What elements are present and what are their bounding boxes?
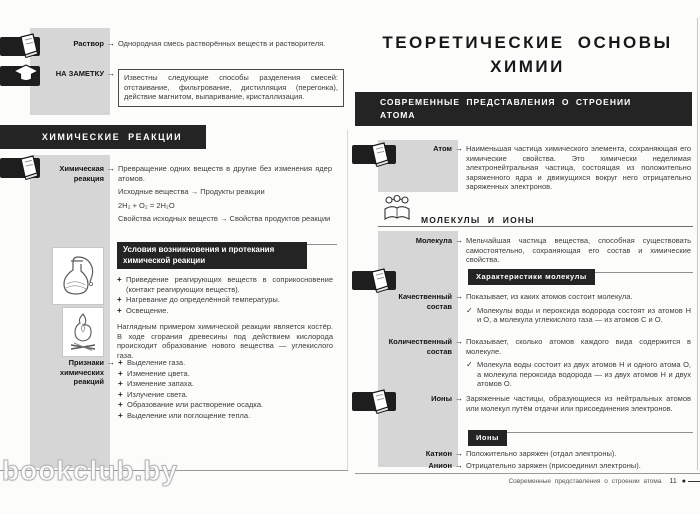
ions-definition: Заряженные частицы, образующиеся из нейтральных атомов или молекул путём отдачи или присоединения электронов. xyxy=(466,394,691,413)
subsection-header xyxy=(381,194,535,229)
term-label: Качественный состав xyxy=(398,292,452,311)
conditions-note: Наглядным примером химической реакции является костёр. В ходе сгорания древесины под действием кислорода происходит образование нового вещества — углекислого газа. xyxy=(117,322,333,360)
plus-bullet-icon: + xyxy=(118,368,123,378)
example-text: Молекула воды состоит из двух атомов Н и одного атома О, а молекула пероксида водорода — из двух атомов Н и двух атомов О. xyxy=(477,360,691,388)
section-banner xyxy=(0,125,206,149)
example-block xyxy=(466,306,691,325)
mol-props-header-wrap xyxy=(468,266,595,285)
cation-definition: Положительно заряжен (отдал электроны). xyxy=(466,449,617,458)
quantitative-text: Показывает, сколько атомов каждого вида содержится в молекуле. xyxy=(466,337,691,356)
reaction-definition: Превращение одних веществ в другие без изменения ядер атомов. xyxy=(118,164,332,183)
section-banner xyxy=(355,92,692,126)
plus-bullet-icon: + xyxy=(117,275,122,284)
check-icon: ✓ xyxy=(466,360,473,369)
arrow-icon: → xyxy=(107,358,115,367)
subsection-rule xyxy=(378,226,693,227)
arrow-icon: → xyxy=(107,39,115,48)
signs-row xyxy=(38,358,332,421)
qualitative-text: Показывает, из каких атомов состоит молекула. xyxy=(466,292,633,301)
qualitative-row xyxy=(388,292,691,325)
mortarboard-icon xyxy=(12,63,40,90)
plus-bullet-icon: + xyxy=(118,379,123,388)
campfire-illustration xyxy=(62,307,104,357)
list-item: + Нагревание до определённой температуры. xyxy=(117,295,280,304)
section-banner-line-2: АТОМА xyxy=(380,110,416,120)
term-label: Количественный состав xyxy=(388,337,452,356)
arrow-icon: → xyxy=(455,394,463,403)
ions-header: Ионы xyxy=(468,430,507,446)
glossary-row-solution xyxy=(38,39,332,49)
glossary-row-note xyxy=(38,69,344,107)
conditions-list xyxy=(117,275,333,315)
arrow-icon: → xyxy=(107,69,115,78)
reaction-scheme-2: Свойства исходных веществ → Свойства продуктов реакции xyxy=(118,214,331,223)
arrow-icon: → xyxy=(455,337,463,346)
plus-bullet-icon: + xyxy=(118,410,123,420)
arrow-icon: → xyxy=(455,292,463,301)
note-label: НА ЗАМЕТКУ xyxy=(55,69,104,78)
ions-header-wrap xyxy=(468,427,507,446)
arrow-icon: → xyxy=(455,449,463,458)
qualitative-body xyxy=(466,292,691,325)
chapter-title-line-1: ТЕОРЕТИЧЕСКИЕ ОСНОВЫ xyxy=(382,33,673,52)
reaction-scheme: Исходные вещества → Продукты реакции xyxy=(118,187,265,196)
quantitative-body xyxy=(466,337,691,389)
note-text: Известны следующие способы разделения смесей: отстаивание, фильтрование, дистилляция (перегонка), действие магнитом, выпаривание, кристаллизация. xyxy=(118,69,344,107)
anion-row xyxy=(388,461,691,471)
term-label: Химическая реакция xyxy=(59,164,104,183)
right-footer-rule xyxy=(355,473,700,474)
arrow-icon: → xyxy=(455,461,463,470)
right-footer xyxy=(355,478,700,485)
retort-flask-illustration xyxy=(52,247,104,305)
running-title: Современные представления о строении атома xyxy=(508,478,662,485)
list-item: + Освещение. xyxy=(117,305,169,315)
right-page-edge xyxy=(697,18,698,470)
reaction-equation: 2H₂ + O₂ = 2H₂O xyxy=(118,200,175,210)
term-label: Молекула xyxy=(415,236,452,245)
term-label: Ионы xyxy=(431,394,452,403)
ions-row xyxy=(388,394,691,413)
watermark: bookclub.by xyxy=(2,455,178,486)
example-block xyxy=(466,360,691,389)
arrow-icon: → xyxy=(455,144,463,153)
list-item: + Образование или растворение осадка. xyxy=(118,400,264,409)
reaction-row xyxy=(38,164,332,228)
list-item: + Излучение света. xyxy=(118,389,188,399)
conditions-header-text: Условия возникновения и протекания химической реакции xyxy=(123,245,275,265)
section-banner-line-1: СОВРЕМЕННЫЕ ПРЕДСТАВЛЕНИЯ О СТРОЕНИИ xyxy=(380,97,632,107)
anion-definition: Отрицательно заряжен (присоединил электроны). xyxy=(466,461,641,470)
mol-props-header: Характеристики молекулы xyxy=(468,269,595,285)
book-pen-icon xyxy=(16,153,40,186)
conditions-header xyxy=(117,242,307,269)
example-text: Молекулы воды и пероксида водорода состоят из атомов Н и О, а молекула углекислого газа — из атомов С и О. xyxy=(477,305,691,324)
reaction-body xyxy=(118,164,332,228)
check-icon: ✓ xyxy=(466,305,473,315)
quantitative-row xyxy=(388,337,691,389)
term-label: Атом xyxy=(433,144,452,153)
signs-body xyxy=(118,358,332,421)
term-label: Раствор xyxy=(73,39,104,48)
list-item: + Выделение газа. xyxy=(118,358,186,367)
molecule-definition: Мельчайшая частица вещества, способная существовать самостоятельно, сохраняющая его состав и химические свойства. xyxy=(466,236,691,264)
conditions-list-wrap xyxy=(117,275,333,360)
left-page xyxy=(0,0,348,514)
arrow-icon: → xyxy=(107,164,115,173)
list-item: + Выделение или поглощение тепла. xyxy=(118,410,251,420)
subsection-title: МОЛЕКУЛЫ И ИОНЫ xyxy=(421,215,535,225)
molecule-row xyxy=(388,236,691,265)
term-label: Катион xyxy=(425,449,452,458)
atom-row xyxy=(388,144,691,192)
section-banner-text: ХИМИЧЕСКИЕ РЕАКЦИИ xyxy=(41,132,183,142)
cation-row xyxy=(388,449,691,459)
plus-bullet-icon: + xyxy=(117,295,122,304)
term-label: Анион xyxy=(428,461,452,470)
chapter-title-line-2: ХИМИИ xyxy=(490,57,565,76)
list-item: + Изменение цвета. xyxy=(118,368,190,378)
left-page-edge xyxy=(347,130,348,470)
list-item: + Приведение реагирующих веществ в соприкосновение (контакт реагирующих веществ). xyxy=(117,275,333,294)
book-pen-icon xyxy=(16,31,40,64)
arrow-icon: → xyxy=(455,236,463,245)
plus-bullet-icon: + xyxy=(118,358,123,367)
signs-list xyxy=(118,358,332,420)
plus-bullet-icon: + xyxy=(117,305,122,315)
term-label: Признаки химических реакций xyxy=(59,358,104,386)
footer-tail-rule xyxy=(688,481,700,482)
atom-definition: Наименьшая частица химического элемента, сохраняющая его химические свойства. Это химически неделимая электронейтральная частица, состоящая из положительно заряженного ядра и движущихся вокруг него отрицательно заряженных электронов. xyxy=(466,144,691,191)
list-item: + Изменение запаха. xyxy=(118,379,194,388)
molecules-book-icon xyxy=(381,194,413,229)
right-page xyxy=(355,0,700,514)
term-definition: Однородная смесь растворённых веществ и растворителя. xyxy=(118,39,326,48)
page-number: 11 xyxy=(669,478,677,485)
plus-bullet-icon: + xyxy=(118,400,123,409)
plus-bullet-icon: + xyxy=(118,389,123,399)
footer-bullet-icon: ● xyxy=(681,478,686,485)
